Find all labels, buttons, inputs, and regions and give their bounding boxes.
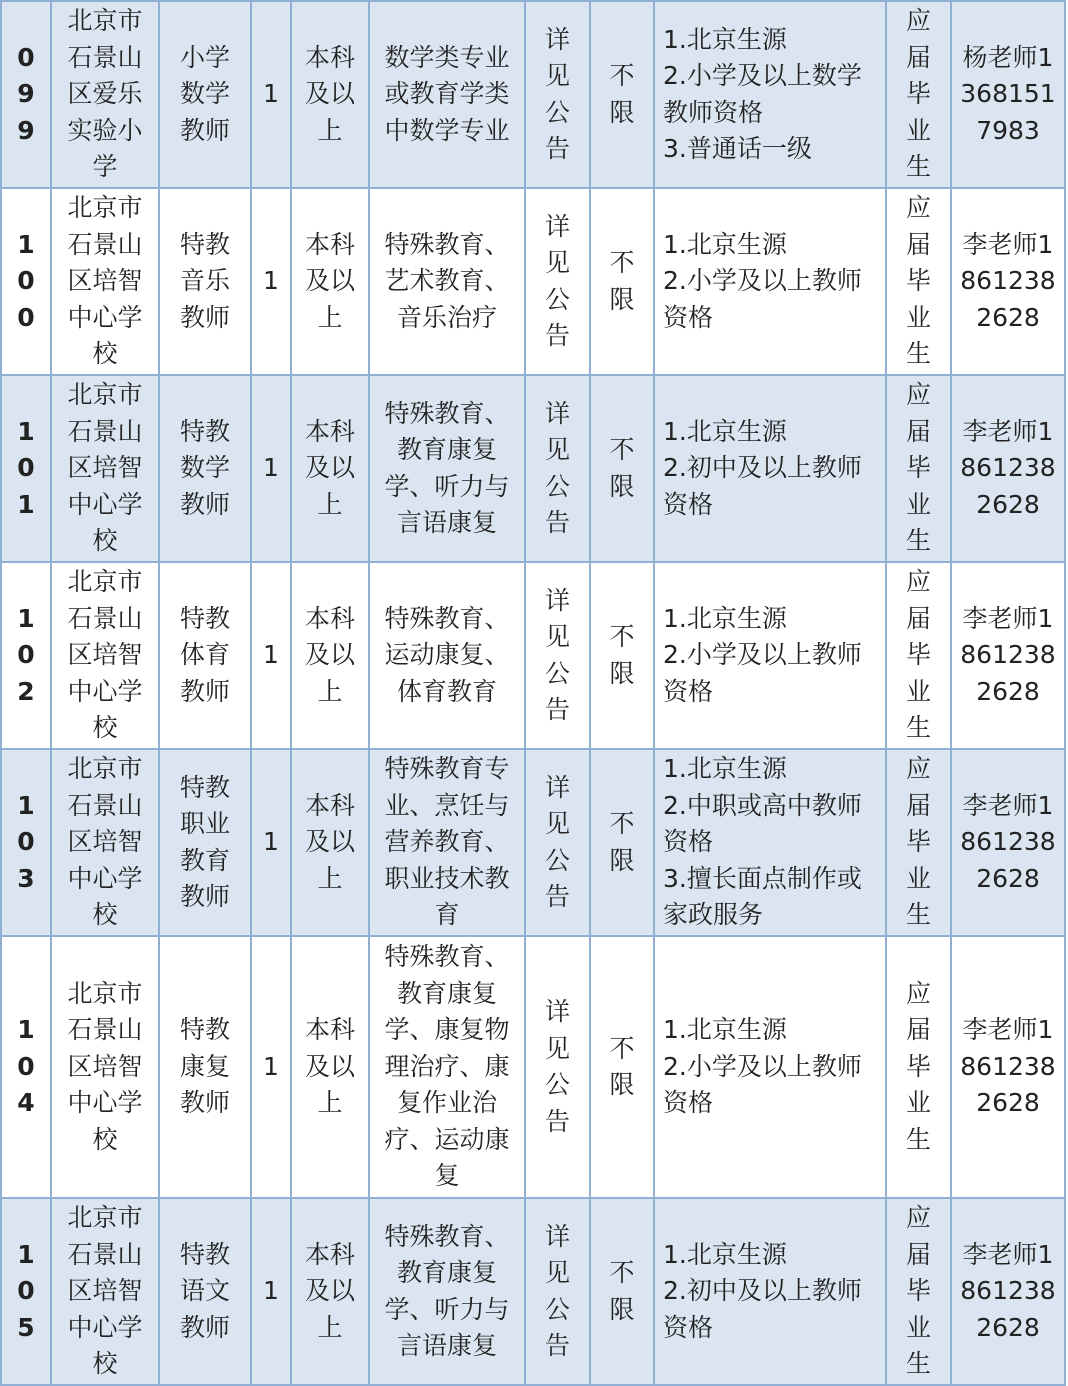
row-number: 101: [1, 375, 51, 562]
requirements-cell: [654, 749, 886, 936]
education-cell: 本科及以上: [291, 375, 369, 562]
position-cell: 特教数学教师: [159, 375, 251, 562]
candidate-source-cell: 应届毕业生: [886, 375, 951, 562]
count-cell: 1: [251, 1198, 291, 1385]
candidate-source-cell: 应届毕业生: [886, 562, 951, 749]
contact-cell: 李老师18612382628: [951, 188, 1065, 375]
requirement-line: 1.北京生源: [663, 603, 787, 633]
political-status-cell: 不限: [590, 375, 654, 562]
position-cell: 特教体育教师: [159, 562, 251, 749]
table-row: [1, 188, 1065, 375]
employer-cell: 北京市石景山区爱乐实验小学: [51, 1, 159, 188]
requirements-cell: [654, 936, 886, 1198]
political-status-cell: 不限: [590, 188, 654, 375]
contact-cell: 杨老师13681517983: [951, 1, 1065, 188]
major-cell: 特殊教育、教育康复学、康复物理治疗、康复作业治疗、运动康复: [369, 936, 525, 1198]
requirement-line: 2.中职或高中教师资格: [663, 790, 862, 857]
table-row: [1, 936, 1065, 1198]
employer-cell: 北京市石景山区培智中心学校: [51, 1198, 159, 1385]
requirement-line: 2.小学及以上数学教师资格: [663, 61, 862, 127]
position-cell: 特教音乐教师: [159, 188, 251, 375]
requirements-cell: [654, 1198, 886, 1385]
age-cell: 详见公告: [525, 1, 590, 188]
candidate-source-cell: 应届毕业生: [886, 1, 951, 188]
employer-cell: 北京市石景山区培智中心学校: [51, 188, 159, 375]
position-cell: 特教康复教师: [159, 936, 251, 1198]
contact-cell: 李老师18612382628: [951, 562, 1065, 749]
employer-cell: 北京市石景山区培智中心学校: [51, 936, 159, 1198]
education-cell: 本科及以上: [291, 1198, 369, 1385]
position-cell: 特教语文教师: [159, 1198, 251, 1385]
candidate-source-cell: 应届毕业生: [886, 188, 951, 375]
political-status-cell: 不限: [590, 562, 654, 749]
employer-cell: 北京市石景山区培智中心学校: [51, 375, 159, 562]
requirements-cell: [654, 562, 886, 749]
age-cell: 详见公告: [525, 562, 590, 749]
education-cell: 本科及以上: [291, 562, 369, 749]
row-number: 102: [1, 562, 51, 749]
employer-cell: 北京市石景山区培智中心学校: [51, 562, 159, 749]
education-cell: 本科及以上: [291, 188, 369, 375]
requirement-line: 2.小学及以上教师资格: [663, 1051, 862, 1118]
contact-cell: 李老师18612382628: [951, 749, 1065, 936]
count-cell: 1: [251, 749, 291, 936]
requirements-cell: [654, 375, 886, 562]
candidate-source-cell: 应届毕业生: [886, 749, 951, 936]
requirement-line: 1.北京生源: [663, 24, 787, 54]
count-cell: 1: [251, 562, 291, 749]
contact-cell: 李老师18612382628: [951, 375, 1065, 562]
requirement-line: 2.小学及以上教师资格: [663, 640, 862, 706]
table-row: [1, 562, 1065, 749]
row-number: 100: [1, 188, 51, 375]
major-cell: 特殊教育、艺术教育、音乐治疗: [369, 188, 525, 375]
table-body: [1, 1, 1065, 1385]
requirement-line: 2.小学及以上教师资格: [663, 266, 862, 332]
table-row: [1, 1, 1065, 188]
table-row: [1, 1198, 1065, 1385]
requirement-line: 1.北京生源: [663, 229, 787, 259]
requirement-line: 1.北京生源: [663, 1015, 787, 1045]
political-status-cell: 不限: [590, 1, 654, 188]
count-cell: 1: [251, 936, 291, 1198]
count-cell: 1: [251, 375, 291, 562]
political-status-cell: 不限: [590, 1198, 654, 1385]
major-cell: 特殊教育专业、烹饪与营养教育、职业技术教育: [369, 749, 525, 936]
candidate-source-cell: 应届毕业生: [886, 936, 951, 1198]
row-number: 103: [1, 749, 51, 936]
major-cell: 特殊教育、教育康复学、听力与言语康复: [369, 1198, 525, 1385]
education-cell: 本科及以上: [291, 749, 369, 936]
count-cell: 1: [251, 188, 291, 375]
requirements-cell: [654, 1, 886, 188]
age-cell: 详见公告: [525, 936, 590, 1198]
requirements-cell: [654, 188, 886, 375]
major-cell: 特殊教育、教育康复学、听力与言语康复: [369, 375, 525, 562]
row-number: 105: [1, 1198, 51, 1385]
requirement-line: 1.北京生源: [663, 416, 787, 446]
position-cell: 小学数学教师: [159, 1, 251, 188]
requirement-line: 3.擅长面点制作或家政服务: [663, 863, 862, 930]
contact-cell: 李老师18612382628: [951, 1198, 1065, 1385]
age-cell: 详见公告: [525, 749, 590, 936]
row-number: 099: [1, 1, 51, 188]
table-row: [1, 375, 1065, 562]
row-number: 104: [1, 936, 51, 1198]
requirement-line: 1.北京生源: [663, 754, 787, 784]
position-cell: 特教职业教育教师: [159, 749, 251, 936]
political-status-cell: 不限: [590, 749, 654, 936]
education-cell: 本科及以上: [291, 1, 369, 188]
age-cell: 详见公告: [525, 375, 590, 562]
requirement-line: 1.北京生源: [663, 1239, 787, 1269]
age-cell: 详见公告: [525, 1198, 590, 1385]
requirement-line: 2.初中及以上教师资格: [663, 453, 862, 519]
major-cell: 特殊教育、运动康复、体育教育: [369, 562, 525, 749]
requirement-line: 3.普通话一级: [663, 134, 812, 163]
political-status-cell: 不限: [590, 936, 654, 1198]
count-cell: 1: [251, 1, 291, 188]
requirement-line: 2.初中及以上教师资格: [663, 1276, 862, 1342]
education-cell: 本科及以上: [291, 936, 369, 1198]
age-cell: 详见公告: [525, 188, 590, 375]
employer-cell: 北京市石景山区培智中心学校: [51, 749, 159, 936]
candidate-source-cell: 应届毕业生: [886, 1198, 951, 1385]
table-row: [1, 749, 1065, 936]
contact-cell: 李老师18612382628: [951, 936, 1065, 1198]
major-cell: 数学类专业或教育学类中数学专业: [369, 1, 525, 188]
